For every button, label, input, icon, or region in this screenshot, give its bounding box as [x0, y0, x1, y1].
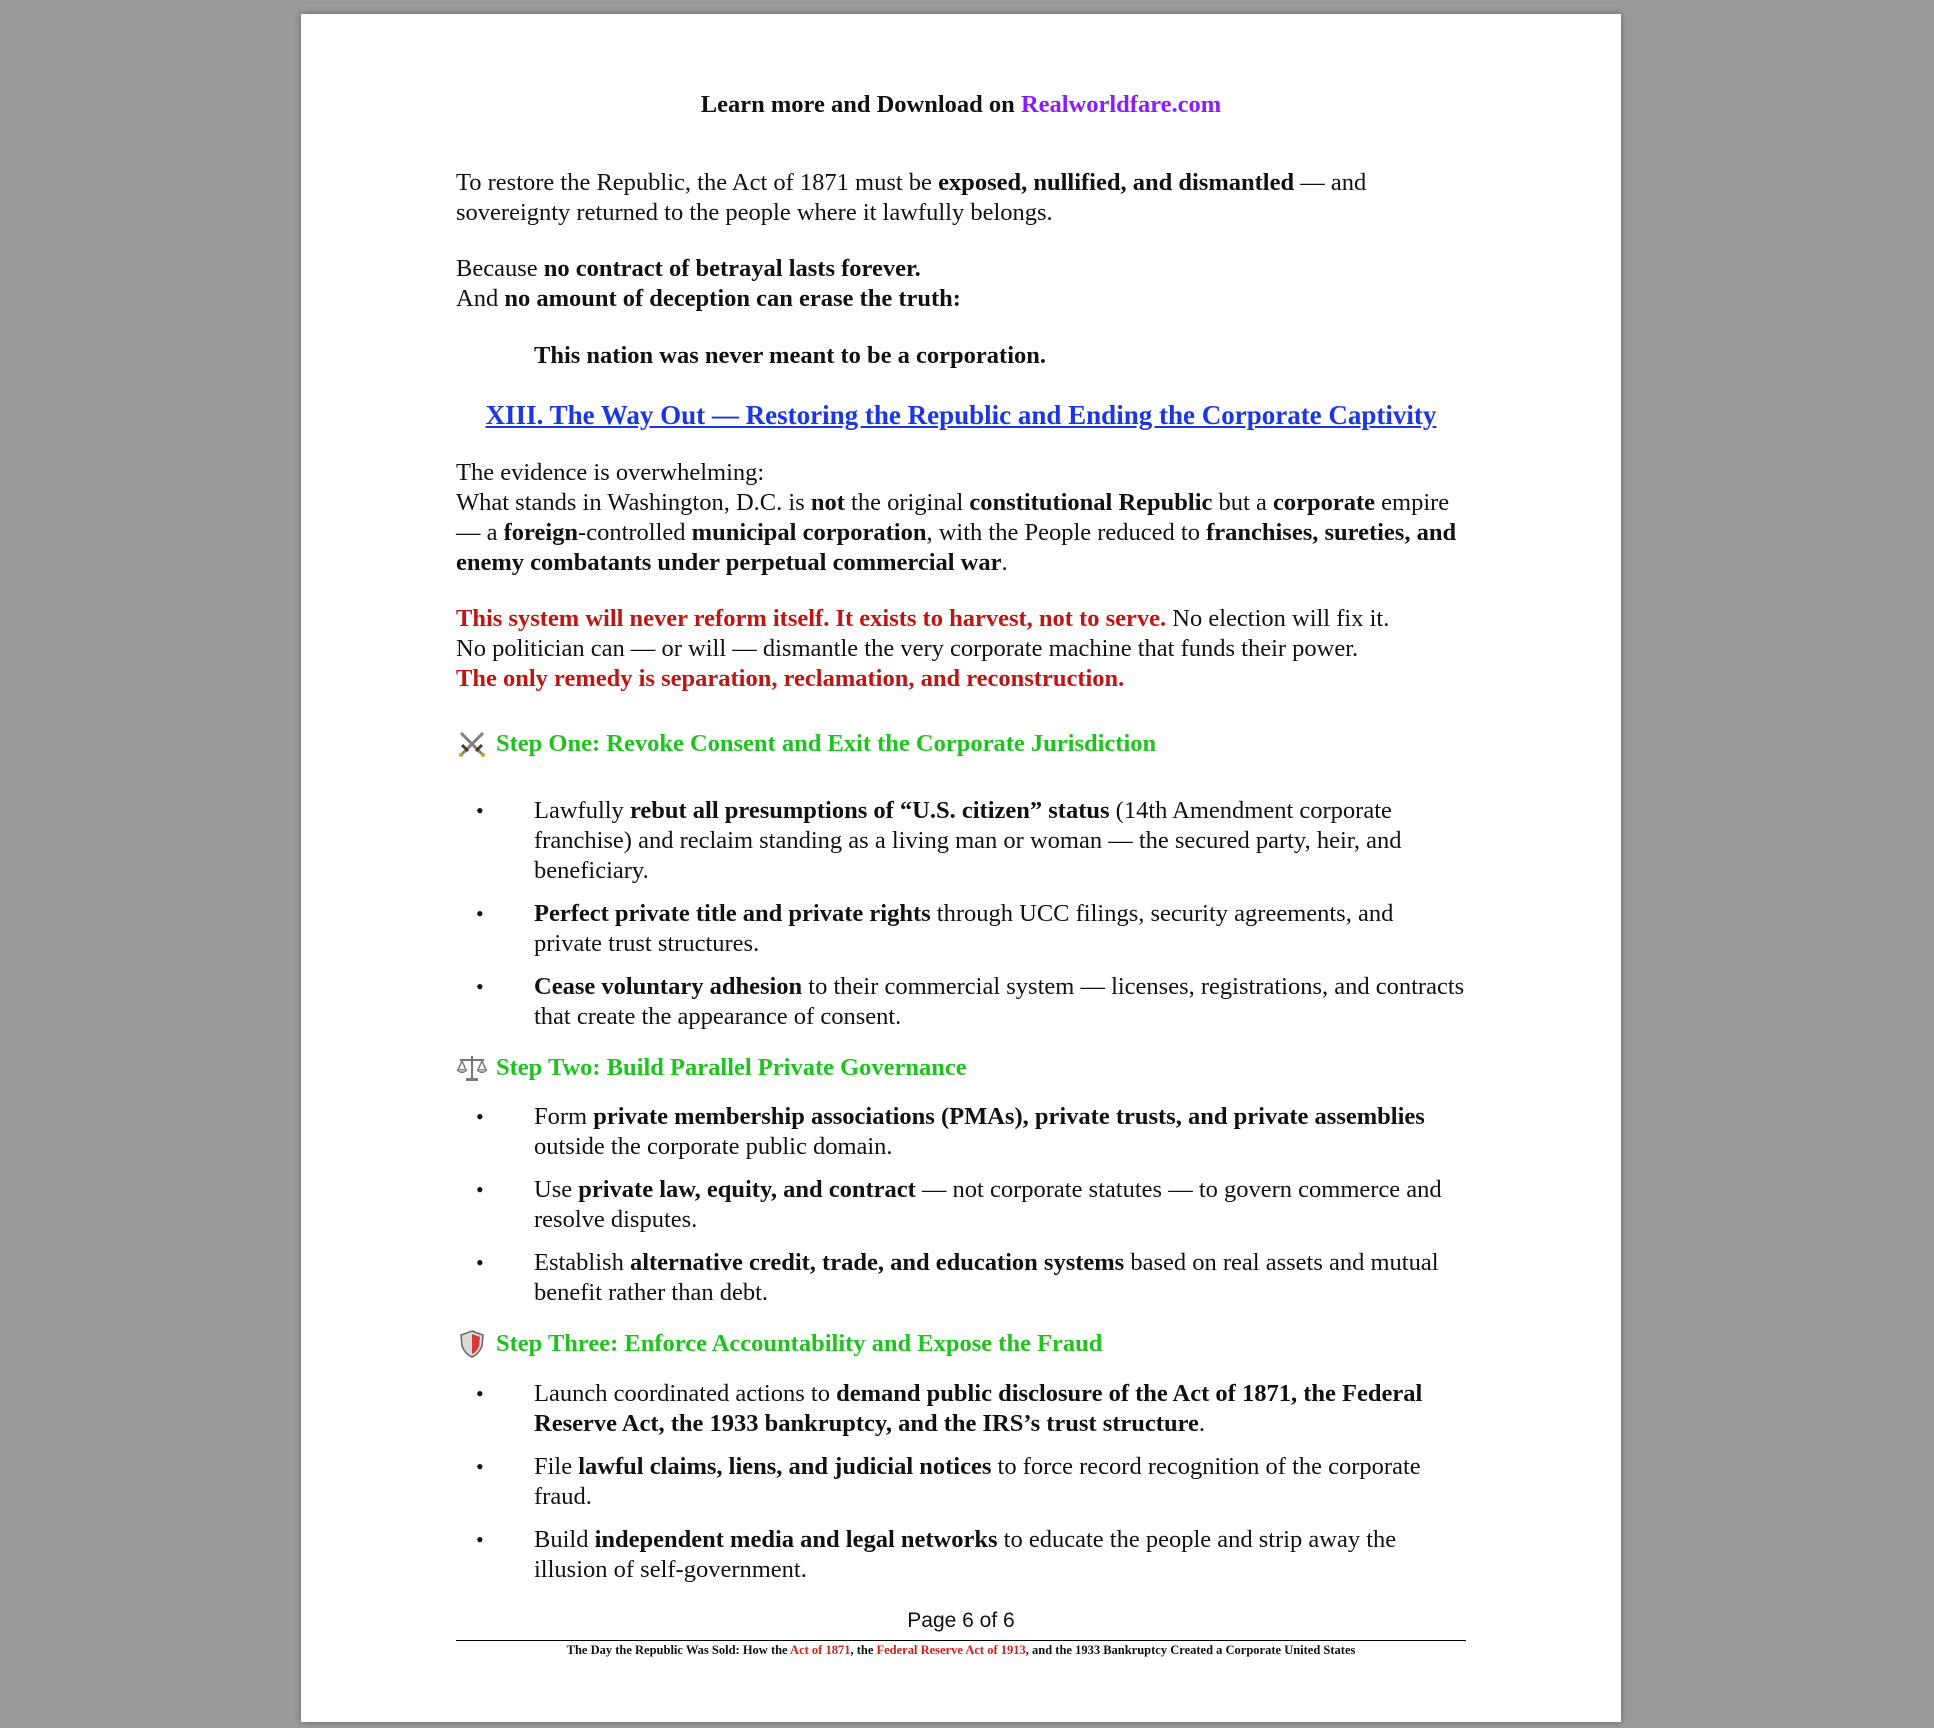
step-one-heading: [456, 729, 1466, 759]
bullet-marker: •: [476, 798, 484, 823]
step-two-list: [456, 1102, 1466, 1321]
page-number: Page 6 of 6: [907, 1609, 1015, 1632]
step-two-title: Step Two: Build Parallel Private Governance: [496, 1054, 967, 1081]
footer-title-highlight: Federal Reserve Act of 1913: [876, 1643, 1026, 1657]
bullet-marker: •: [476, 1381, 484, 1406]
text-run: Build: [534, 1526, 595, 1553]
bold-text-run: alternative credit, trade, and education systems: [629, 1249, 1125, 1276]
text-run: — not corporate statutes — to govern commerce and resolve disputes.: [534, 1176, 1442, 1233]
crossed-swords-icon: [456, 729, 488, 759]
intro-p2-line2-bold: no amount of deception can erase the truth:: [504, 285, 961, 312]
step-three-title: Step Three: Enforce Accountability and Expose the Fraud: [496, 1330, 1103, 1357]
text-run: Establish: [534, 1249, 630, 1276]
warning-plain-2: No politician can — or will — dismantle the very corporate machine that funds their power.: [456, 635, 1359, 662]
text-run: , with the People reduced to: [926, 519, 1207, 546]
text-run: based on real assets and mutual benefit rather than debt.: [534, 1249, 1439, 1306]
intro-p2-line1-plain: Because: [456, 255, 544, 282]
step-three-list: [456, 1379, 1466, 1598]
section-heading-link[interactable]: XIII. The Way Out — Restoring the Republic and Ending the Corporate Captivity: [485, 400, 1437, 430]
text-run: Use: [534, 1176, 579, 1203]
evidence-paragraph: [456, 458, 1466, 578]
text-run: File: [534, 1453, 579, 1480]
warning-plain-1: No election will fix it.: [1166, 605, 1390, 632]
text-run: the original: [844, 489, 970, 516]
bold-text-run: not: [810, 489, 845, 516]
bold-text-run: rebut all presumptions of “U.S. citizen” status: [629, 797, 1110, 824]
bullet-marker: •: [476, 1104, 484, 1129]
intro-p2-line2-plain: And: [456, 285, 505, 312]
bold-text-run: Cease voluntary adhesion: [534, 973, 803, 1000]
bold-text-run: corporate: [1272, 489, 1376, 516]
step-one-list: [456, 796, 1466, 1045]
list-item: [456, 899, 1466, 959]
step-one-title: Step One: Revoke Consent and Exit the Corporate Jurisdiction: [496, 730, 1157, 757]
text-run: to force record recognition of the corporate fraud.: [534, 1453, 1421, 1510]
text-run: — and sovereignty returned to the people where it lawfully belongs.: [456, 169, 1367, 226]
warning-red-1: This system will never reform itself. It exists to harvest, not to serve.: [456, 605, 1167, 632]
bullet-marker: •: [476, 1454, 484, 1479]
footer-title-text: The Day the Republic Was Sold: How the: [566, 1643, 791, 1657]
text-run: .: [1001, 549, 1008, 576]
header-prefix: Learn more and Download on: [700, 91, 1021, 118]
page-header: [456, 90, 1466, 120]
bold-text-run: municipal corporation: [691, 519, 927, 546]
document-page: [301, 14, 1621, 1722]
bold-text-run: demand public disclosure of the Act of 1871, the Federal Reserve Act, the 1933 bankruptcy, and the IRS’s trust structure: [534, 1380, 1423, 1437]
scales-icon: [456, 1053, 488, 1083]
list-item: [456, 1379, 1466, 1439]
footer-divider: [456, 1640, 1466, 1641]
list-item: [456, 1525, 1466, 1585]
text-run: to their commercial system — licenses, registrations, and contracts that create the appearance of consent.: [534, 973, 1465, 1030]
bold-text-run: lawful claims, liens, and judicial notices: [578, 1453, 992, 1480]
intro-paragraph-3: This nation was never meant to be a corporation.: [534, 342, 1046, 369]
text-run: empire — a: [456, 489, 1450, 546]
list-item: [456, 1452, 1466, 1512]
warning-paragraph: [456, 604, 1466, 694]
text-run: but a: [1212, 489, 1273, 516]
list-item: [456, 1248, 1466, 1308]
bold-text-run: private membership associations (PMAs), private trusts, and private assemblies: [593, 1103, 1425, 1130]
text-run: outside the corporate public domain.: [534, 1133, 893, 1160]
warning-red-2: The only remedy is separation, reclamation, and reconstruction.: [456, 665, 1125, 692]
footer-document-title: [456, 1643, 1466, 1658]
bold-text-run: private law, equity, and contract: [578, 1176, 916, 1203]
text-run: Lawfully: [534, 797, 630, 824]
text-run: (14th Amendment corporate franchise) and reclaim standing as a living man or woman — the secured party, heir, and beneficiary.: [534, 797, 1402, 884]
shield-icon: [456, 1329, 488, 1359]
footer-title-text: , the: [850, 1643, 877, 1657]
text-run: What stands in Washington, D.C. is: [456, 489, 811, 516]
bullet-marker: •: [476, 1527, 484, 1552]
list-item: [456, 1102, 1466, 1162]
text-run: -controlled: [578, 519, 692, 546]
bold-text-run: Perfect private title and private rights: [534, 900, 931, 927]
bullet-marker: •: [476, 901, 484, 926]
evidence-line1: The evidence is overwhelming:: [456, 459, 765, 486]
bold-text-run: constitutional Republic: [969, 489, 1213, 516]
bold-text-run: independent media and legal networks: [594, 1526, 998, 1553]
text-run: Form: [534, 1103, 594, 1130]
bold-text-run: franchises, sureties, and enemy combatants under perpetual commercial war: [456, 519, 1457, 576]
list-item: [456, 972, 1466, 1032]
step-three-heading: [456, 1329, 1466, 1359]
footer-title-highlight: Act of 1871: [790, 1643, 851, 1657]
step-two-heading: [456, 1053, 1466, 1083]
text-run: .: [1198, 1410, 1205, 1437]
intro-p2-line1-bold: no contract of betrayal lasts forever.: [543, 255, 921, 282]
text-run: to educate the people and strip away the illusion of self-government.: [534, 1526, 1397, 1583]
bold-text-run: foreign: [503, 519, 579, 546]
bullet-marker: •: [476, 1177, 484, 1202]
bullet-marker: •: [476, 974, 484, 999]
bold-text-run: exposed, nullified, and dismantled: [938, 169, 1295, 196]
header-brand-link[interactable]: Realworldfare.com: [1020, 91, 1222, 118]
footer-title-text: , and the 1933 Bankruptcy Created a Corporate United States: [1025, 1643, 1356, 1657]
text-run: through UCC filings, security agreements, and private trust structures.: [534, 900, 1394, 957]
list-item: [456, 1175, 1466, 1235]
text-run: Launch coordinated actions to: [534, 1380, 837, 1407]
list-item: [456, 796, 1466, 886]
text-run: To restore the Republic, the Act of 1871 must be: [456, 169, 939, 196]
intro-paragraph-1: [456, 168, 1466, 228]
bullet-marker: •: [476, 1250, 484, 1275]
evidence-body: [456, 489, 1456, 576]
intro-paragraph-2: [456, 254, 1466, 314]
